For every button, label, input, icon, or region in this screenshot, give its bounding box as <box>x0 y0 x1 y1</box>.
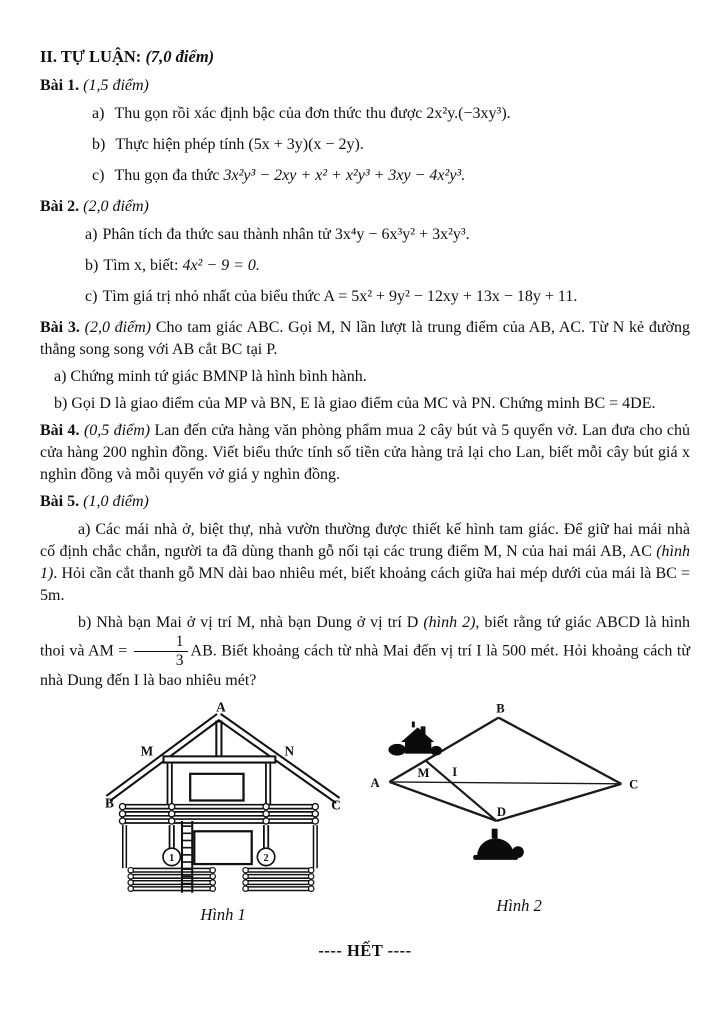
bai5-item-b <box>40 612 690 692</box>
fraction-numerator: 1 <box>134 634 188 652</box>
item-marker: b) <box>85 257 99 274</box>
item-text: Thu gọn rồi xác định bậc của đơn thức thu được <box>114 105 423 122</box>
figure-house <box>104 700 342 926</box>
item-text: Thu gọn đa thức <box>114 167 220 184</box>
exercise-item <box>92 103 690 125</box>
house-lower-logs <box>129 870 314 888</box>
rhombus-label-A: A <box>370 775 380 790</box>
house-label-N: N <box>284 742 295 758</box>
item-text: Phân tích đa thức sau thành nhân tử <box>102 226 331 243</box>
rhombus-label-M: M <box>417 765 430 780</box>
item-text: Tìm giá trị nhỏ nhất của biểu thức <box>102 288 321 305</box>
item-marker: a) <box>85 226 98 243</box>
side-BC <box>499 717 622 783</box>
fraction-denominator: 3 <box>175 652 184 670</box>
house-label-C: C <box>331 797 341 813</box>
fraction-one-third <box>134 634 188 670</box>
item-math: 4x² − 9 = 0. <box>182 257 260 274</box>
section-points: (7,0 điểm) <box>145 47 215 66</box>
house-post-number-1: 1 <box>169 852 175 864</box>
item-math: 3x²y³ − 2xy + x² + x²y³ + 3xy − 4x²y³. <box>223 167 466 184</box>
rhombus-label-I: I <box>452 764 458 779</box>
exercise-item <box>85 224 690 246</box>
bai5-heading <box>40 491 690 513</box>
house-diagram <box>104 700 342 901</box>
item-marker: b) <box>92 136 106 153</box>
bai2-items <box>85 224 690 308</box>
house-upper-logs <box>120 806 317 820</box>
figure1-caption: Hình 1 <box>200 904 246 924</box>
bai5b-figure-ref: (hình 2) <box>423 614 476 631</box>
item-text: Thực hiện phép tính <box>115 136 245 153</box>
item-math: A = 5x² + 9y² − 12xy + 13x − 18y + 11. <box>323 288 578 305</box>
rhombus-label-C: C <box>629 777 639 792</box>
bai5-points: (1,0 điểm) <box>83 493 149 510</box>
figures-row <box>40 700 690 926</box>
segment-MD <box>425 760 496 820</box>
house-label-M: M <box>140 742 154 758</box>
bai5b-text-3: AB. Biết khoảng cách từ nhà Mai đến vị trí I là 500 mét. Hỏi khoảng cách từ nhà Dung đến I là bao nhiêu mét? <box>40 642 690 689</box>
bai3-points: (2,0 điểm) <box>84 319 152 336</box>
diagonal-AC <box>389 781 621 783</box>
exercise-item <box>92 165 690 187</box>
bai5-label: Bài 5. <box>40 493 80 510</box>
bai5a-figure-ref: (hình 1) <box>40 543 690 582</box>
bai2-label: Bài 2. <box>40 198 80 215</box>
bai1-points: (1,5 điểm) <box>83 77 149 94</box>
end-mark: ---- HẾT ---- <box>318 940 412 960</box>
house-gable-posts <box>170 763 268 804</box>
item-marker: c) <box>92 167 105 184</box>
bai3-label: Bài 3. <box>40 319 80 336</box>
item-math: 2x²y.(−3xy³). <box>426 105 511 122</box>
bai5-item-a <box>40 519 690 607</box>
exercise-item <box>85 255 690 277</box>
house-central-window <box>194 831 251 864</box>
house-label-A: A <box>216 699 226 714</box>
bai5a-text-2: . Hỏi cần cắt thanh gỗ MN dài bao nhiêu mét, biết khoảng cách giữa hai mép dưới của mái là BC = 5m. <box>40 565 690 604</box>
rhombus-label-B: B <box>496 701 505 716</box>
bai4-points: (0,5 điểm) <box>83 422 151 439</box>
bai4-text: Lan đến cửa hàng văn phòng phẩm mua 2 cây bút và 5 quyển vở. Lan đưa cho chủ cửa hàng 200 nghìn đồng. Viết biểu thức tính số tiền cửa hàng trả lại cho Lan, biết mỗi cây bút giá x nghìn đồng và mỗi quyển vở giá y nghìn đồng. <box>40 422 691 483</box>
bai4-label: Bài 4. <box>40 422 80 439</box>
side-CD <box>497 783 622 820</box>
item-marker: c) <box>85 288 98 305</box>
bai1-label: Bài 1. <box>40 77 80 94</box>
bai5b-text-2: , biết rằng tứ giác ABCD là hình thoi và AM = <box>40 614 690 660</box>
figure2-caption: Hình 2 <box>496 895 542 915</box>
item-marker: a) <box>92 105 105 122</box>
dung-house-icon <box>473 828 524 859</box>
bai3-item-a: a) Chứng minh tứ giác BMNP là hình bình hành. <box>54 368 367 385</box>
item-math: 3x⁴y − 6x³y² + 3x²y³. <box>334 226 470 243</box>
bai2-points: (2,0 điểm) <box>83 198 149 215</box>
figure-rhombus <box>368 700 670 917</box>
house-post-number-2: 2 <box>263 852 269 864</box>
section-heading <box>40 46 690 68</box>
house-label-B: B <box>105 795 114 811</box>
rhombus-label-D: D <box>496 804 507 819</box>
bai4-paragraph <box>40 420 690 486</box>
house-gable-window <box>190 773 243 800</box>
bai5b-text-1: b) Nhà bạn Mai ở vị trí M, nhà bạn Dung ở vị trí D <box>78 614 424 631</box>
side-DA <box>389 781 496 820</box>
exercise-item <box>92 134 690 156</box>
item-text: Tìm x, biết: <box>103 257 179 274</box>
bai3-item-b: b) Gọi D là giao điểm của MP và BN, E là giao điểm của MC và PN. Chứng minh BC = 4DE. <box>54 395 656 412</box>
section-title: II. TỰ LUẬN: <box>40 47 142 66</box>
bai1-items <box>92 103 690 187</box>
exercise-item <box>85 286 690 308</box>
bai3-intro <box>40 317 690 361</box>
item-math: (5x + 3y)(x − 2y). <box>248 136 364 153</box>
bai2-heading <box>40 196 690 218</box>
rhombus-diagram <box>368 700 670 895</box>
bai3-intro-text: Cho tam giác ABC. Gọi M, N lần lượt là trung điểm của AB, AC. Từ N kẻ đường thẳng song song với AB cắt BC tại P. <box>40 319 691 358</box>
bai5a-text-1: a) Các mái nhà ở, biệt thự, nhà vườn thường được thiết kế hình tam giác. Để giữ hai mái nhà cố định chắc chắn, người ta đã dùng thanh gỗ nối tại các trung điểm M, N của hai mái AB, AC <box>40 521 690 560</box>
mai-house-icon <box>388 721 442 755</box>
bai1-heading <box>40 75 690 97</box>
